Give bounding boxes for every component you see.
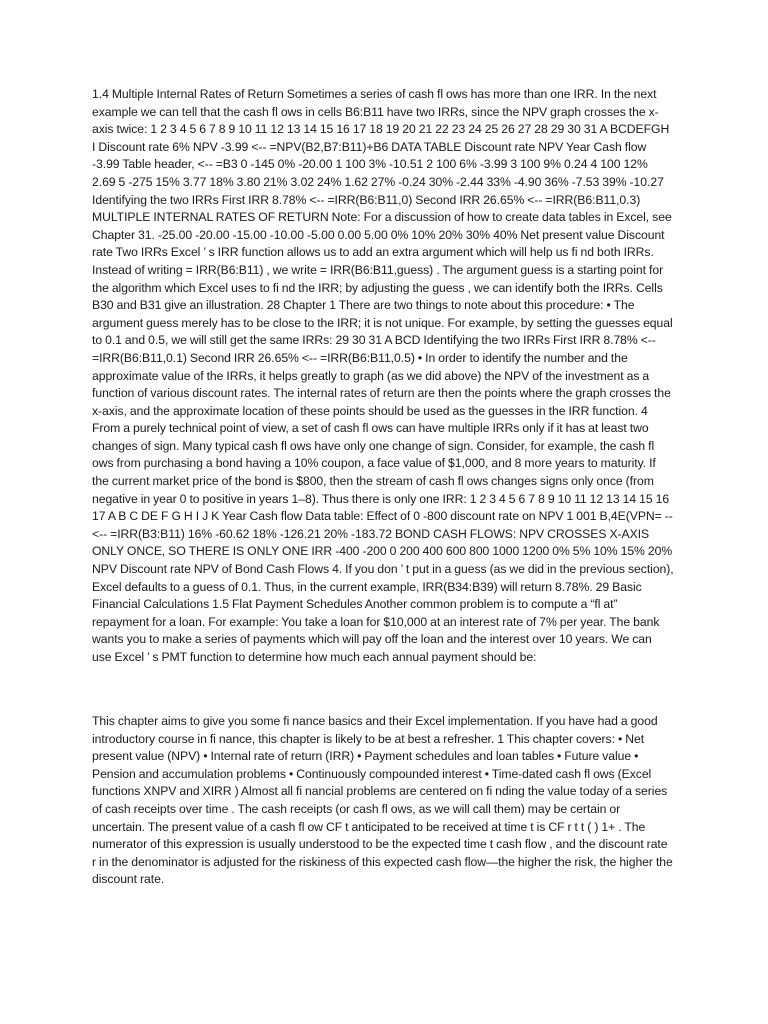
body-paragraph-multiple-irr: 1.4 Multiple Internal Rates of Return Sometimes a series of cash fl ows has more than one IRR. In the next example we can tell that the cash fl ows in cells B6:B11 have two IRRs, since the NPV graph crosses the x-axis twice: 1 2 3 4 5 6 7 8 9 10 11 12 13 14 15 16 17 18 19 20 21 22 23 24 25 26 27 28 29 30 31 A BCDEFGH I Discount rate 6% NPV -3.99 <-- =NPV(B2,B7:B11)+B6 DATA TABLE Discount rate NPV Year Cash flow -3.99 Table header, <-- =B3 0 -145 0% -20.00 1 100 3% -10.51 2 100 6% -3.99 3 100 9% 0.24 4 100 12% 2.69 5 -275 15% 3.77 18% 3.80 21% 3.02 24% 1.62 27% -0.24 30% -2.44 33% -4.90 36% -7.53 39% -10.27 Identifying the two IRRs First IRR 8.78% <-- =IRR(B6:B11,0) Second IRR 26.65% <-- =IRR(B6:B11,0.3) MULTIPLE INTERNAL RATES OF RETURN Note: For a discussion of how to create data tables in Excel, see Chapter 31. -25.00 -20.00 -15.00 -10.00 -5.00 0.00 5.00 0% 10% 20% 30% 40% Net present value Discount rate Two IRRs Excel ’ s IRR function allows us to add an extra argument which will help us fi nd both IRRs. Instead of writing = IRR(B6:B11) , we write = IRR(B6:B11,guess) . The argument guess is a starting point for the algorithm which Excel uses to fi nd the IRR; by adjusting the guess , we can identify both the IRRs. Cells B30 and B31 give an illustration. 28 Chapter 1 There are two things to note about this procedure: • The argument guess merely has to be close to the IRR; it is not unique. For example, by setting the guesses equal to 0.1 and 0.5, we will still get the same IRRs: 29 30 31 A BCD Identifying the two IRRs First IRR 8.78% <-- =IRR(B6:B11,0.1) Second IRR 26.65% <-- =IRR(B6:B11,0.5) • In order to identify the number and the approximate value of the IRRs, it helps greatly to graph (as we did above) the NPV of the investment as a function of various discount rates. The internal rates of return are then the points where the graph crosses the x-axis, and the approximate location of these points should be used as the guesses in the IRR function. 4 From a purely technical point of view, a set of cash fl ows can have multiple IRRs only if it has at least two changes of sign. Many typical cash fl ows have only one change of sign. Consider, for example, the cash fl ows from purchasing a bond having a 10% coupon, a face value of $1,000, and 8 more years to maturity. If the current market price of the bond is $800, then the stream of cash fl ows changes signs only once (from negative in year 0 to positive in years 1–8). Thus there is only one IRR: 1 2 3 4 5 6 7 8 9 10 11 12 13 14 15 16 17 A B C DE F G H I J K Year Cash flow Data table: Effect of 0 -800 discount rate on NPV 1 001 B,4E(VPN= --<-- =IRR(B3:B11) 16% -60.62 18% -126.21 20% -183.72 BOND CASH FLOWS: NPV CROSSES X-AXIS ONLY ONCE, SO THERE IS ONLY ONE IRR -400 -200 0 200 400 600 800 1000 1200 0% 5% 10% 15% 20% NPV Discount rate NPV of Bond Cash Flows 4. If you don ’ t put in a guess (as we did in the previous section), Excel defaults to a guess of 0.1. Thus, in the current example, IRR(B34:B39) will return 8.78%. 29 Basic Financial Calculations 1.5 Flat Payment Schedules Another common problem is to compute a “fl at” repayment for a loan. For example: You take a loan for $10,000 at an interest rate of 7% per year. The bank wants you to make a series of payments which will pay off the loan and the interest over 10 years. We can use Excel ’ s PMT function to determine how much each annual payment should be: (92, 87, 674, 664)
body-paragraph-chapter-intro: This chapter aims to give you some fi nance basics and their Excel implementation. If you have had a good introductory course in fi nance, this chapter is likely to be at best a refresher. 1 This chapter covers: • Net present value (NPV) • Internal rate of return (IRR) • Payment schedules and loan tables • Future value • Pension and accumulation problems • Continuously compounded interest • Time-dated cash fl ows (Excel functions XNPV and XIRR ) Almost all fi nancial problems are centered on fi nding the value today of a series of cash receipts over time . The cash receipts (or cash fl ows, as we will call them) may be certain or uncertain. The present value of a cash fl ow CF t anticipated to be received at time t is CF r t t ( ) 1+ . The numerator of this expression is usually understood to be the expected time t cash flow , and the discount rate r in the denominator is adjusted for the riskiness of this expected cash flow—the higher the risk, the higher the discount rate. (92, 714, 673, 887)
